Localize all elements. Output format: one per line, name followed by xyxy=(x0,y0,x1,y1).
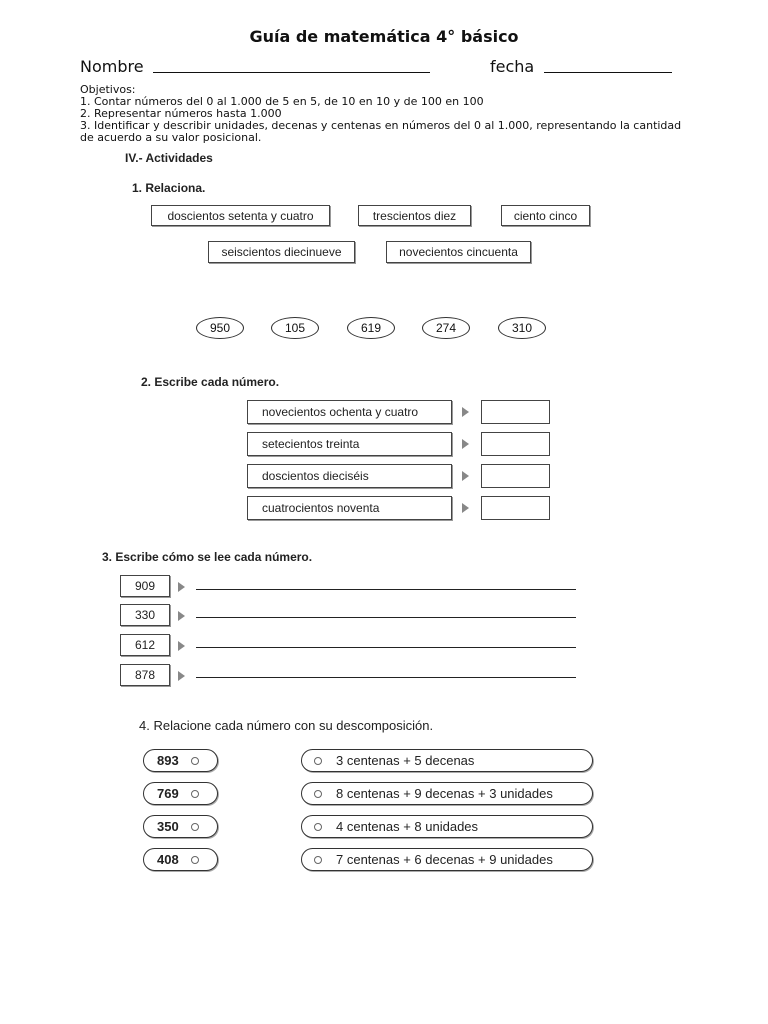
decomposition-pill[interactable] xyxy=(301,749,593,772)
connector-dot-icon xyxy=(191,823,199,831)
play-arrow-icon xyxy=(462,503,469,513)
name-label: Nombre xyxy=(80,57,144,76)
number-oval[interactable]: 274 xyxy=(422,317,470,339)
writing-line[interactable] xyxy=(196,647,576,648)
word-box[interactable]: ciento cinco xyxy=(501,205,590,226)
date-field[interactable] xyxy=(544,58,672,73)
number-box: 330 xyxy=(120,604,170,626)
activity-3-label: 3. Escribe cómo se lee cada número. xyxy=(102,550,313,564)
section-title: IV.- Actividades xyxy=(125,151,213,165)
word-box: cuatrocientos noventa xyxy=(247,496,452,520)
word-box: novecientos ochenta y cuatro xyxy=(247,400,452,424)
answer-box[interactable] xyxy=(481,432,550,456)
decomposition-pill[interactable] xyxy=(301,782,593,805)
word-box[interactable]: novecientos cincuenta xyxy=(386,241,531,263)
connector-dot-icon xyxy=(191,757,199,765)
number-box: 878 xyxy=(120,664,170,686)
objective-1: 1. Contar números del 0 al 1.000 de 5 en 5, de 10 en 10 y de 100 en 100 xyxy=(80,95,484,108)
word-box[interactable]: doscientos setenta y cuatro xyxy=(151,205,330,226)
answer-box[interactable] xyxy=(481,496,550,520)
objective-2: 2. Representar números hasta 1.000 xyxy=(80,107,282,120)
number-pill[interactable] xyxy=(143,749,218,772)
connector-dot-icon xyxy=(314,823,322,831)
writing-line[interactable] xyxy=(196,677,576,678)
writing-line[interactable] xyxy=(196,589,576,590)
objectives-heading: Objetivos: xyxy=(80,83,136,96)
decomposition-pill[interactable] xyxy=(301,848,593,871)
connector-dot-icon xyxy=(314,757,322,765)
word-box[interactable]: seiscientos diecinueve xyxy=(208,241,355,263)
writing-line[interactable] xyxy=(196,617,576,618)
answer-box[interactable] xyxy=(481,464,550,488)
number-oval[interactable]: 950 xyxy=(196,317,244,339)
decomposition-text: 8 centenas + 9 decenas + 3 unidades xyxy=(336,786,553,801)
play-arrow-icon xyxy=(178,582,185,592)
decomposition-text: 4 centenas + 8 unidades xyxy=(336,819,479,834)
decomposition-text: 3 centenas + 5 decenas xyxy=(336,753,475,768)
decomposition-text: 7 centenas + 6 decenas + 9 unidades xyxy=(336,852,553,867)
play-arrow-icon xyxy=(178,611,185,621)
word-box[interactable]: trescientos diez xyxy=(358,205,471,226)
date-label: fecha xyxy=(490,57,535,76)
number-box: 909 xyxy=(120,575,170,597)
activity-1-label: 1. Relaciona. xyxy=(132,181,206,195)
name-field[interactable] xyxy=(153,58,430,73)
number-oval[interactable]: 310 xyxy=(498,317,546,339)
number-pill[interactable] xyxy=(143,848,218,871)
number-pill[interactable] xyxy=(143,782,218,805)
number-pill[interactable] xyxy=(143,815,218,838)
number-oval[interactable]: 619 xyxy=(347,317,395,339)
word-box: setecientos treinta xyxy=(247,432,452,456)
connector-dot-icon xyxy=(314,790,322,798)
number-box: 612 xyxy=(120,634,170,656)
number-value: 893 xyxy=(157,753,179,768)
word-box: doscientos dieciséis xyxy=(247,464,452,488)
play-arrow-icon xyxy=(178,671,185,681)
play-arrow-icon xyxy=(462,471,469,481)
objective-3: 3. Identificar y describir unidades, decenas y centenas en números del 0 al 1.000, representando la cantidad xyxy=(80,119,682,132)
number-oval[interactable]: 105 xyxy=(271,317,319,339)
objective-3-cont: de acuerdo a su valor posicional. xyxy=(80,131,262,144)
answer-box[interactable] xyxy=(481,400,550,424)
connector-dot-icon xyxy=(191,856,199,864)
activity-2-label: 2. Escribe cada número. xyxy=(141,375,280,389)
play-arrow-icon xyxy=(462,439,469,449)
number-value: 769 xyxy=(157,786,179,801)
connector-dot-icon xyxy=(191,790,199,798)
page-title: Guía de matemática 4° básico xyxy=(249,27,519,46)
objectives xyxy=(80,84,720,144)
number-value: 350 xyxy=(157,819,179,834)
decomposition-pill[interactable] xyxy=(301,815,593,838)
connector-dot-icon xyxy=(314,856,322,864)
number-value: 408 xyxy=(157,852,179,867)
play-arrow-icon xyxy=(462,407,469,417)
activity-4-label: 4. Relacione cada número con su descomposición. xyxy=(139,718,434,733)
play-arrow-icon xyxy=(178,641,185,651)
